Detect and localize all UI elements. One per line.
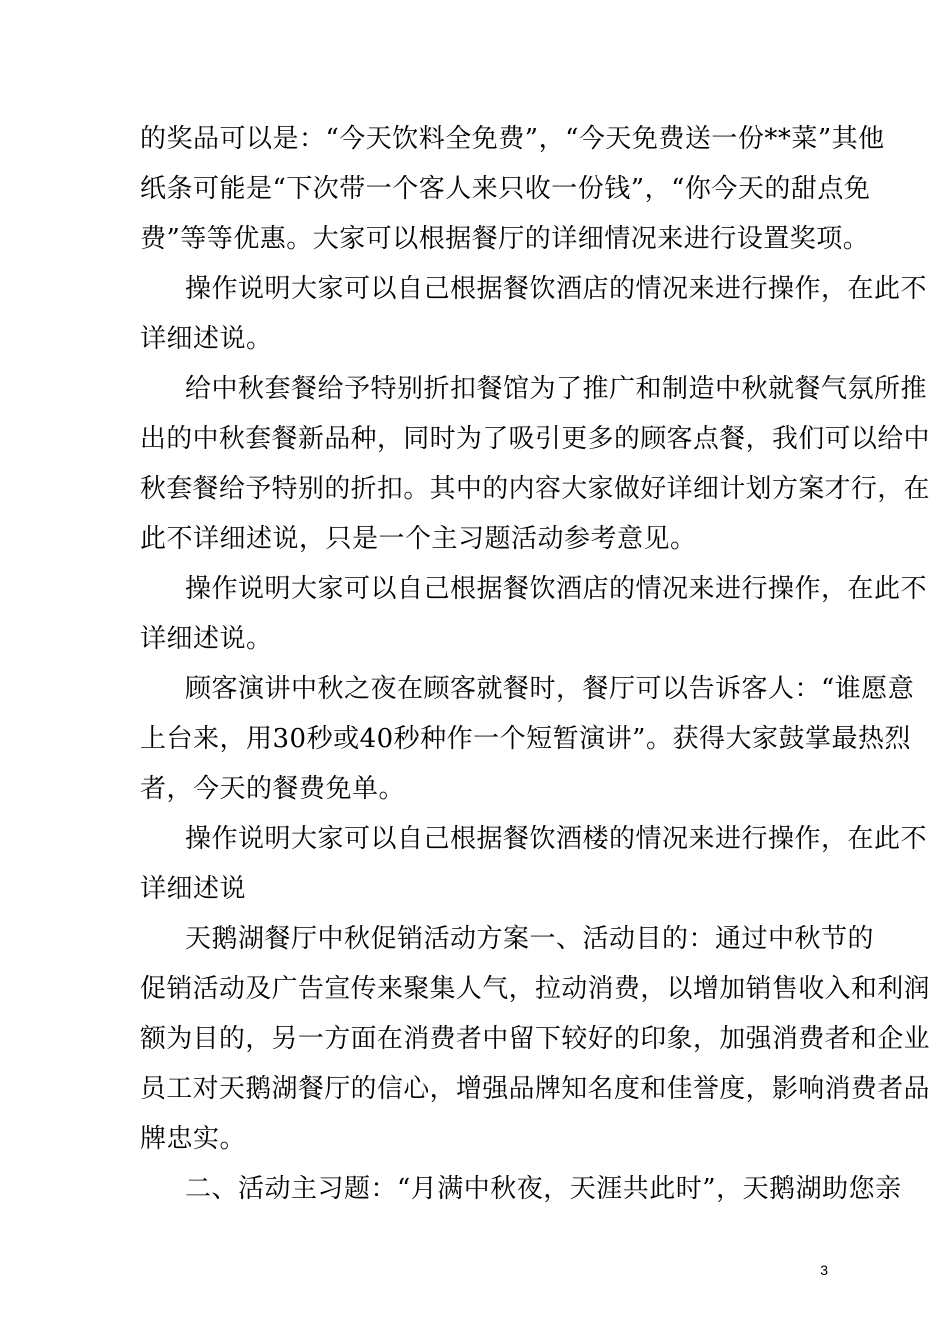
text-line: 详细述说。 [140, 324, 273, 354]
text-line: 费”等等优惠。大家可以根据餐厅的详细情况来进行设置奖项。 [140, 224, 870, 254]
text-line: 二、活动主习题：“月满中秋夜，天涯共此时”，天鹅湖助您亲 [185, 1174, 902, 1204]
text-line: 员工对天鹅湖餐厅的信心，增强品牌知名度和佳誉度，影响消费者品 [140, 1074, 931, 1104]
text-line: 详细述说。 [140, 624, 273, 654]
text-line: 操作说明大家可以自己根据餐饮酒楼的情况来进行操作，在此不 [185, 824, 928, 854]
page-number: 3 [820, 1262, 828, 1278]
text-line: 顾客演讲中秋之夜在顾客就餐时，餐厅可以告诉客人：“谁愿意 [185, 674, 915, 704]
text-line: 给中秋套餐给予特别折扣餐馆为了推广和制造中秋就餐气氛所推 [185, 374, 928, 404]
text-line: 天鹅湖餐厅中秋促销活动方案一、活动目的：通过中秋节的 [185, 924, 875, 954]
text-line: 操作说明大家可以自己根据餐饮酒店的情况来进行操作，在此不 [185, 574, 928, 604]
text-line: 上台来，用30秒或40秒种作一个短暂演讲”。获得大家鼓掌最热烈 [140, 724, 911, 754]
text-line: 操作说明大家可以自己根据餐饮酒店的情况来进行操作，在此不 [185, 274, 928, 304]
text-line: 纸条可能是“下次带一个客人来只收一份钱”，“你今天的甜点免 [140, 174, 871, 204]
text-line: 牌忠实。 [140, 1124, 247, 1154]
text-line: 详细述说 [140, 874, 247, 904]
text-line: 者，今天的餐费免单。 [140, 774, 406, 804]
text-line: 额为目的，另一方面在消费者中留下较好的印象，加强消费者和企业 [140, 1024, 931, 1054]
text-line: 的奖品可以是：“今天饮料全免费”，“今天免费送一份**菜”其他 [140, 124, 885, 154]
text-line: 此不详细述说，只是一个主习题活动参考意见。 [140, 524, 697, 554]
text-line: 促销活动及广告宣传来聚集人气，拉动消费，以增加销售收入和利润 [140, 974, 931, 1004]
text-line: 秋套餐给予特别的折扣。其中的内容大家做好详细计划方案才行，在 [140, 474, 931, 504]
text-line: 出的中秋套餐新品种，同时为了吸引更多的顾客点餐，我们可以给中 [140, 424, 931, 454]
